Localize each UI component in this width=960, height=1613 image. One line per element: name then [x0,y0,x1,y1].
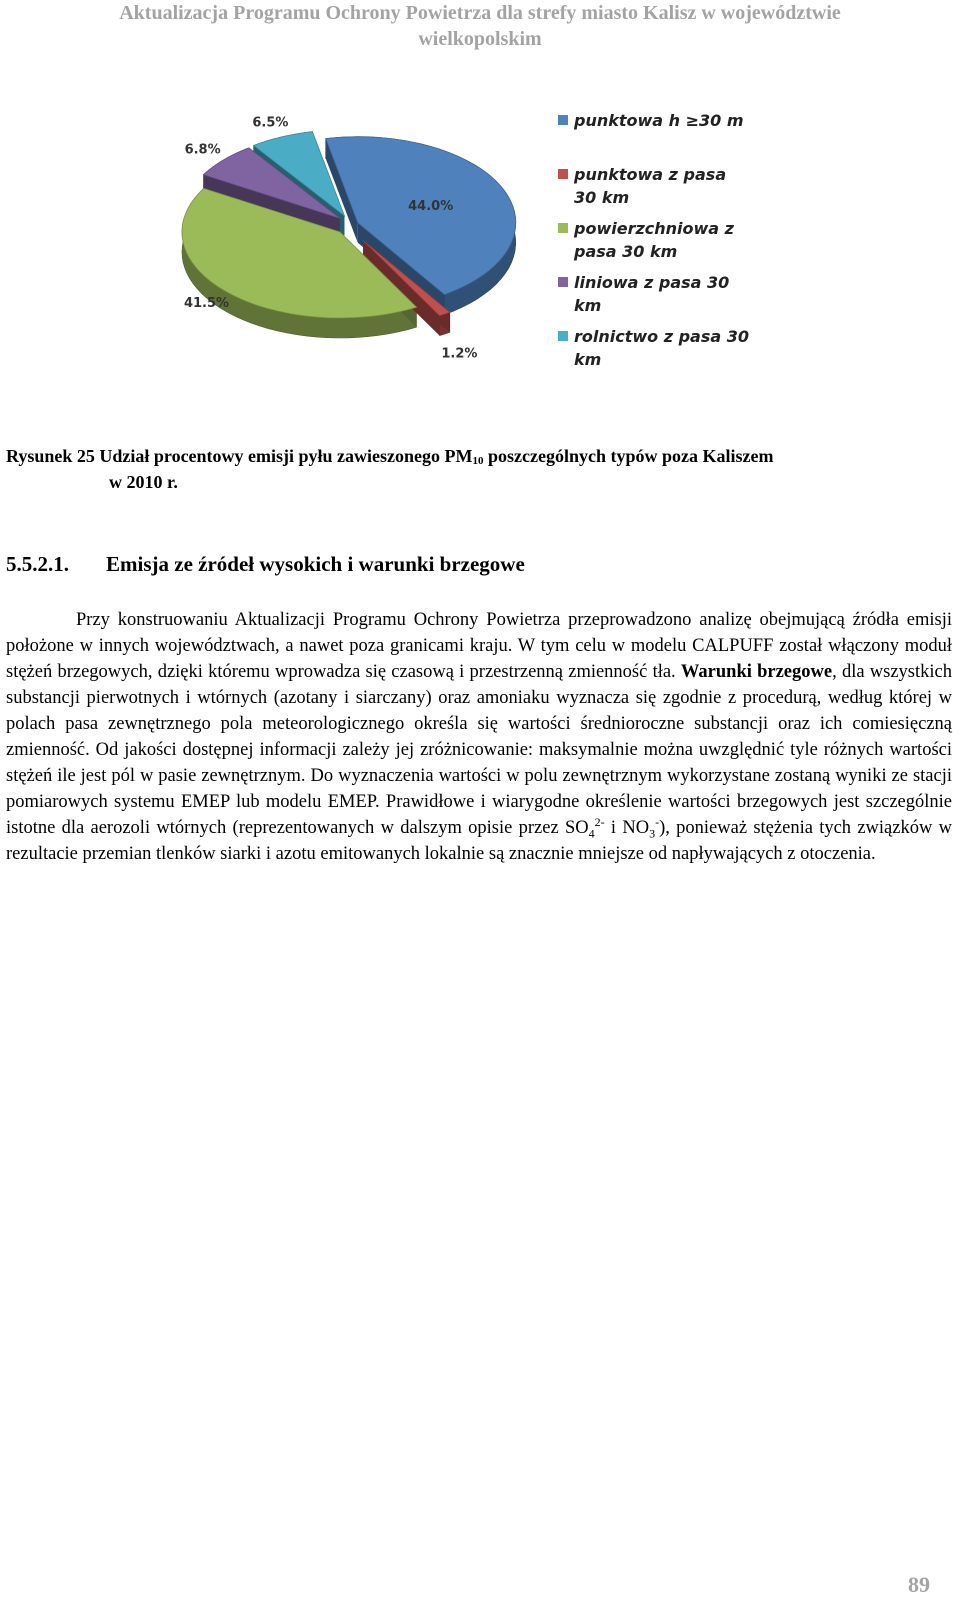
legend-label-line2-liniowa-z-pasa-30-km: km [574,296,602,315]
header-line-2: wielkopolskim [418,28,542,50]
legend-swatch-liniowa-z-pasa-30-km [558,277,568,287]
body-text-3: ), ponieważ stężenia tych związków w rezultacie przemian tlenków siarki i azotu emitowanych lokalnie są znacznie mniejsze od napływających z otoczenia. [6,818,952,864]
pie-chart [0,100,960,400]
page-number: 89 [908,1572,930,1597]
body-text-2: , dla wszystkich substancji pierwotnych i wtórnych (azotany i siarczany) oraz amoniaku wyznacza się zgodnie z procedurą, według której w polach pasa zewnętrznego pola meteorologicznego określa się wartości średnioroczne substancji oraz ich comiesięczną zmienność. Od jakości dostępnej informacji zależy jej zróżnicowanie: maksymalnie można uwzględnić tyle różnych wartości stężeń ile jest pól w pasie zewnętrznym. Do wyznaczenia wartości w polu zewnętrznym wykorzystane zostaną wyniki ze stacji pomiarowych systemu EMEP lub modelu EMEP. Prawidłowe i wiarygodne określenie wartości brzegowych jest szczególnie istotne dla aerozoli wtórnych (reprezentowanych w dalszym opisie przez SO [6,662,952,838]
caption-suffix: poszczególnych typów poza Kaliszem [483,446,774,466]
no3-subscript: 3 [649,826,656,841]
figure-caption [6,443,952,495]
pie-label-powierzchniowa-z-pasa-30-km: 41.5% [183,295,230,311]
running-header [40,0,920,52]
pie-label-punktowa-h-30-m: 44.0% [408,199,454,215]
legend-label-line2-powierzchniowa-z-pasa-30-km: pasa 30 km [574,242,678,261]
legend-label-punktowa-h-30-m: punktowa h ≥30 m [574,111,744,130]
body-text-mid: i NO [604,818,650,838]
legend-swatch-powierzchniowa-z-pasa-30-km [558,223,568,233]
so4-superscript: 2- [594,814,605,829]
caption-subscript: 10 [472,455,484,467]
pie-label-punktowa-z-pasa-30-km: 1.2% [441,346,478,362]
so4-subscript: 4 [588,826,595,841]
body-paragraph [6,607,952,867]
legend-label-powierzchniowa-z-pasa-30-km: powierzchniowa z [574,219,734,238]
caption-line-2: w 2010 r. [109,472,178,492]
section-number: 5.5.2.1. [6,552,69,576]
legend-swatch-rolnictwo-z-pasa-30-km [558,331,568,341]
section-heading [6,550,946,578]
legend-label-liniowa-z-pasa-30-km: liniowa z pasa 30 [574,273,730,292]
pie-label-liniowa-z-pasa-30-km: 6.8% [184,142,221,158]
pie-label-rolnictwo-z-pasa-30-km: 6.5% [252,115,289,131]
caption-prefix: Rysunek 25 Udział procentowy emisji pyłu zawieszonego PM [6,446,473,466]
legend-swatch-punktowa-h-30-m [558,115,568,125]
legend-label-rolnictwo-z-pasa-30-km: rolnictwo z pasa 30 [574,327,750,346]
body-text-1: Przy konstruowaniu Aktualizacji Programu Ochrony Powietrza przeprowadzono analizę obejmującą źródła emisji położone w innych województwach, a nawet poza granicami kraju. W tym celu w modelu CALPUFF został włączony moduł stężeń brzegowych, dzięki któremu wprowadza się czasową i przestrzenną zmienność tła. [6,610,952,682]
legend-label-line2-punktowa-z-pasa-30-km: 30 km [574,188,630,207]
no3-superscript: - [655,814,660,829]
body-bold-term: Warunki brzegowe [680,662,833,682]
header-line-1: Aktualizacja Programu Ochrony Powietrza dla strefy miasto Kalisz w województwie [119,2,841,24]
legend-label-punktowa-z-pasa-30-km: punktowa z pasa [574,165,727,184]
legend-swatch-punktowa-z-pasa-30-km [558,169,568,179]
legend-label-line2-rolnictwo-z-pasa-30-km: km [574,350,602,369]
section-title: Emisja ze źródeł wysokich i warunki brzegowe [106,552,525,576]
